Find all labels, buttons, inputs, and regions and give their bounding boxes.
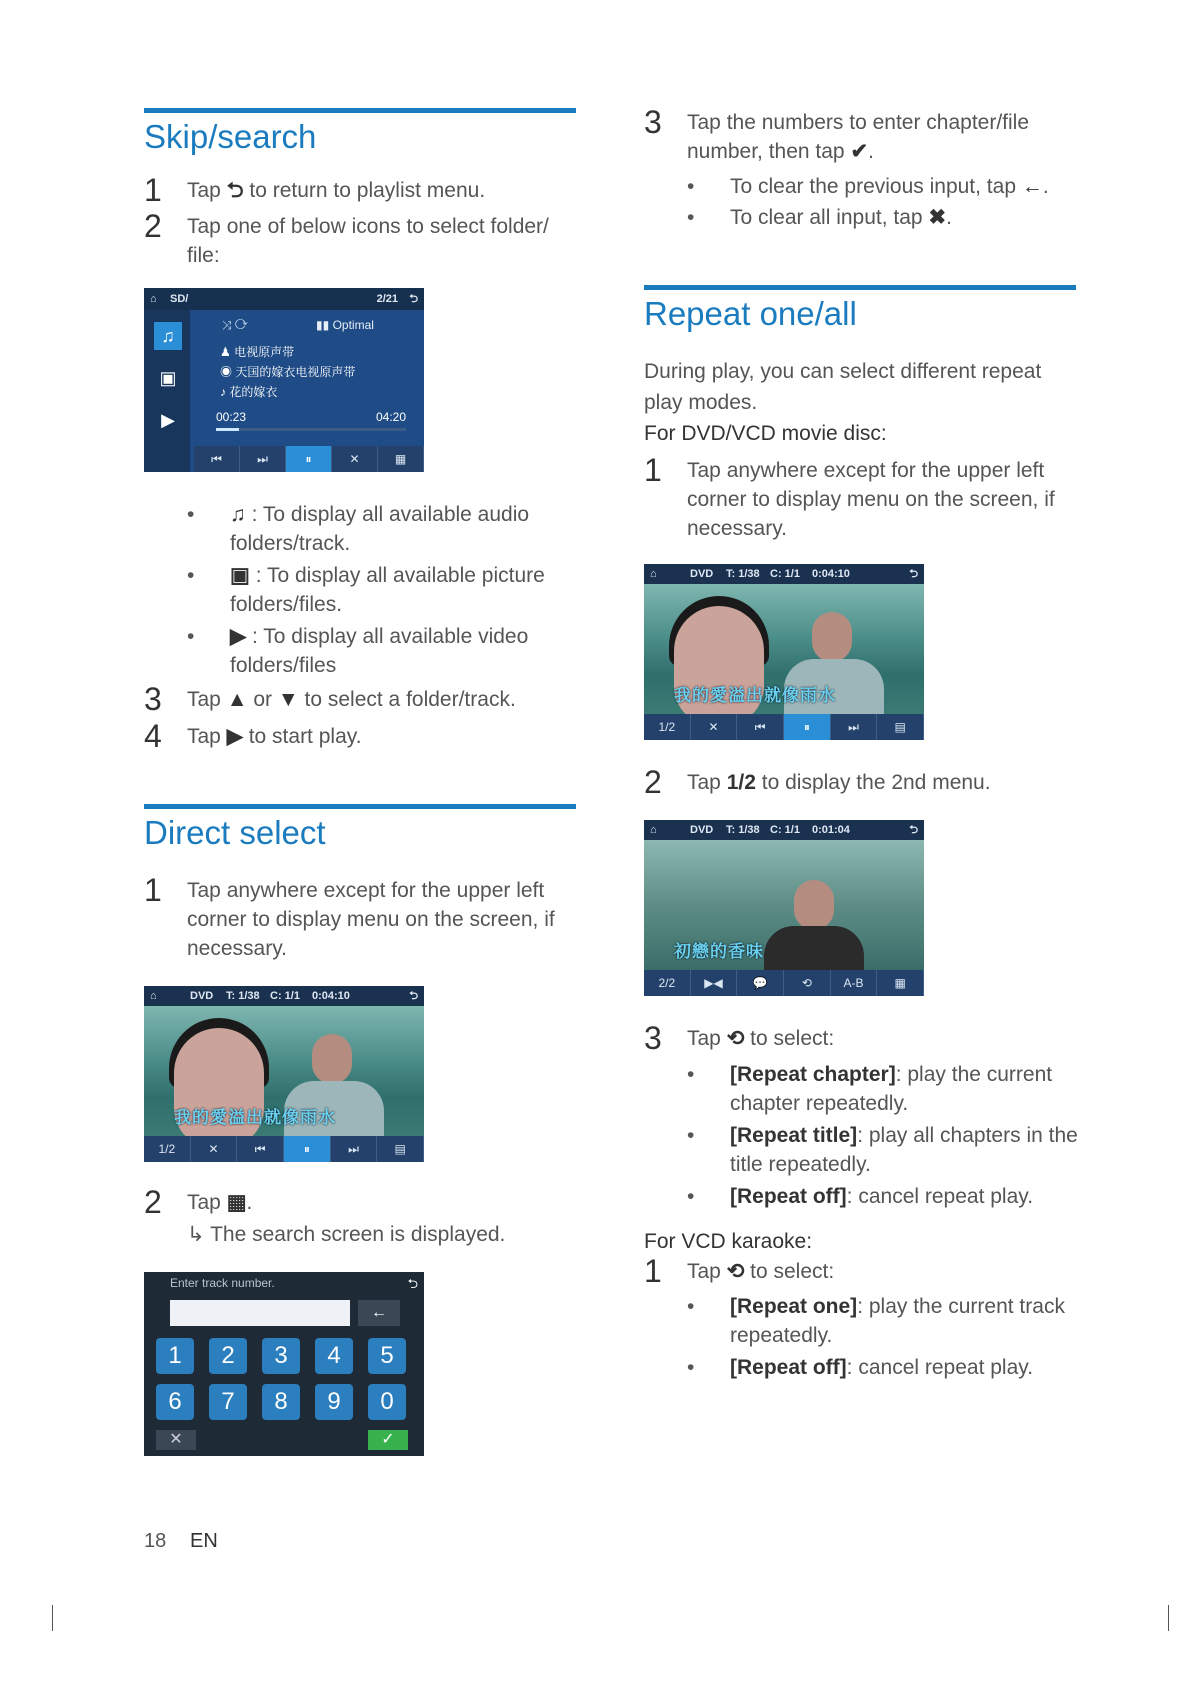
section-rule [644,285,1076,290]
play-icon: ▶ [226,725,243,748]
section-title-repeat: Repeat one/all [644,295,857,332]
pause-icon: ⏸ [784,714,831,740]
repeat-icon: ⟲ [726,1027,745,1050]
return-icon: ⮌ [407,1276,418,1291]
track-number-input [170,1300,350,1326]
crop-mark [52,1605,53,1631]
dvd-second-menu-screenshot: ⌂ DVD T: 1/38 C: 1/1 0:01:04 ⮌ 初戀的香味 2/2 ▶◀ 💬 ⟲ A-B ▦ [644,820,924,996]
home-icon: ⌂ [650,568,657,580]
music-icon: ♫ [230,503,246,526]
key-7: 7 [209,1384,247,1420]
video-icon: ▶ [230,625,247,648]
music-icon: ♫ [154,322,182,350]
dvd-menu-screenshot: ⌂ DVD T: 1/38 C: 1/1 0:04:10 ⮌ 我的愛溢出就像雨水 1/2 ✕ ⏮ ⏸ ⏭ ▤ [144,986,424,1162]
previous-icon: ⏮ [194,446,240,472]
key-3: 3 [262,1338,300,1374]
category-sidebar [144,310,190,472]
backspace-icon: ← [358,1300,400,1326]
next-icon: ⏭ [831,714,878,740]
return-icon: ⮌ [226,179,244,202]
home-icon: ⌂ [150,293,157,305]
repeat-icon: ⟲ [726,1260,745,1283]
key-4: 4 [315,1338,353,1374]
list-item: ◉ 天国的嫁衣电视原声带 [220,365,356,379]
eq-icon: ▮▮ [316,318,330,332]
video-icon: ▶ [161,410,175,430]
return-icon: ⮌ [909,824,918,836]
menu-icon: ▤ [377,1136,424,1162]
menu-icon: ▤ [877,714,924,740]
crop-mark [1168,1605,1169,1631]
clear-all-icon: ✕ [156,1430,196,1450]
grid-icon: ▦ [226,1191,247,1214]
repeat-icon: ⟲ [784,970,831,996]
key-8: 8 [262,1384,300,1420]
confirm-icon: ✓ [368,1430,408,1450]
section-title-direct-select: Direct select [144,814,326,851]
backspace-icon: ← [1021,175,1043,198]
section-rule [144,108,576,113]
list-item: ♟ 电视原声带 [220,345,295,359]
return-icon: ⮌ [409,293,418,305]
shuffle-icon: ⤨ ⟳ [222,318,248,332]
next-icon: ⏭ [240,446,286,472]
key-5: 5 [368,1338,406,1374]
playlist-screenshot: ⌂ SD/ 2/21 ⮌ ♫ ▣ ▶ ⤨ ⟳ ▮▮ Optimal ♟ 电视原声带 ◉ 天国的嫁衣电视原声带 ♪ 花的嫁衣 00:23 04:20 ⏮ ⏭ ⏸ ✕ ▦ [144,288,424,472]
key-0: 0 [368,1384,406,1420]
picture-icon: ▣ [159,368,177,388]
home-icon: ⌂ [150,990,157,1002]
slow-icon: ▶◀ [691,970,738,996]
return-icon: ⮌ [909,568,918,580]
progress-bar [216,428,406,431]
section-rule [144,804,576,809]
result-arrow-icon: ↳ [187,1223,205,1246]
clear-all-icon: ✖ [928,206,947,229]
pause-icon: ⏸ [284,1136,331,1162]
key-6: 6 [156,1384,194,1420]
checkmark-icon: ✔ [850,140,869,163]
section-title-skip-search: Skip/search [144,118,317,155]
home-icon: ⌂ [650,824,657,836]
mute-icon: ✕ [691,714,738,740]
key-1: 1 [156,1338,194,1374]
mute-icon: ✕ [332,446,378,472]
page-number: 18 [144,1530,167,1552]
mute-icon: ✕ [191,1136,238,1162]
down-arrow-icon: ▼ [277,688,299,711]
list-item: ♪ 花的嫁衣 [220,385,278,399]
track-list [220,342,355,402]
up-arrow-icon: ▲ [226,688,248,711]
grid-icon: ▦ [378,446,424,472]
key-2: 2 [209,1338,247,1374]
grid-icon: ▦ [877,970,924,996]
return-icon: ⮌ [409,990,418,1002]
language-code: EN [190,1530,218,1552]
previous-icon: ⏮ [237,1136,284,1162]
subtitle-icon: 💬 [737,970,784,996]
pause-icon: ⏸ [286,446,332,472]
key-9: 9 [315,1384,353,1420]
picture-icon: ▣ [230,564,250,587]
search-keypad-screenshot: Enter track number. ⮌ ← 1 2 3 4 5 6 7 8 9 0 ✕ ✓ [144,1272,424,1456]
next-icon: ⏭ [331,1136,378,1162]
previous-icon: ⏮ [737,714,784,740]
dvd-menu-screenshot: ⌂ DVD T: 1/38 C: 1/1 0:04:10 ⮌ 我的愛溢出就像雨水 1/2 ✕ ⏮ ⏸ ⏭ ▤ [644,564,924,740]
